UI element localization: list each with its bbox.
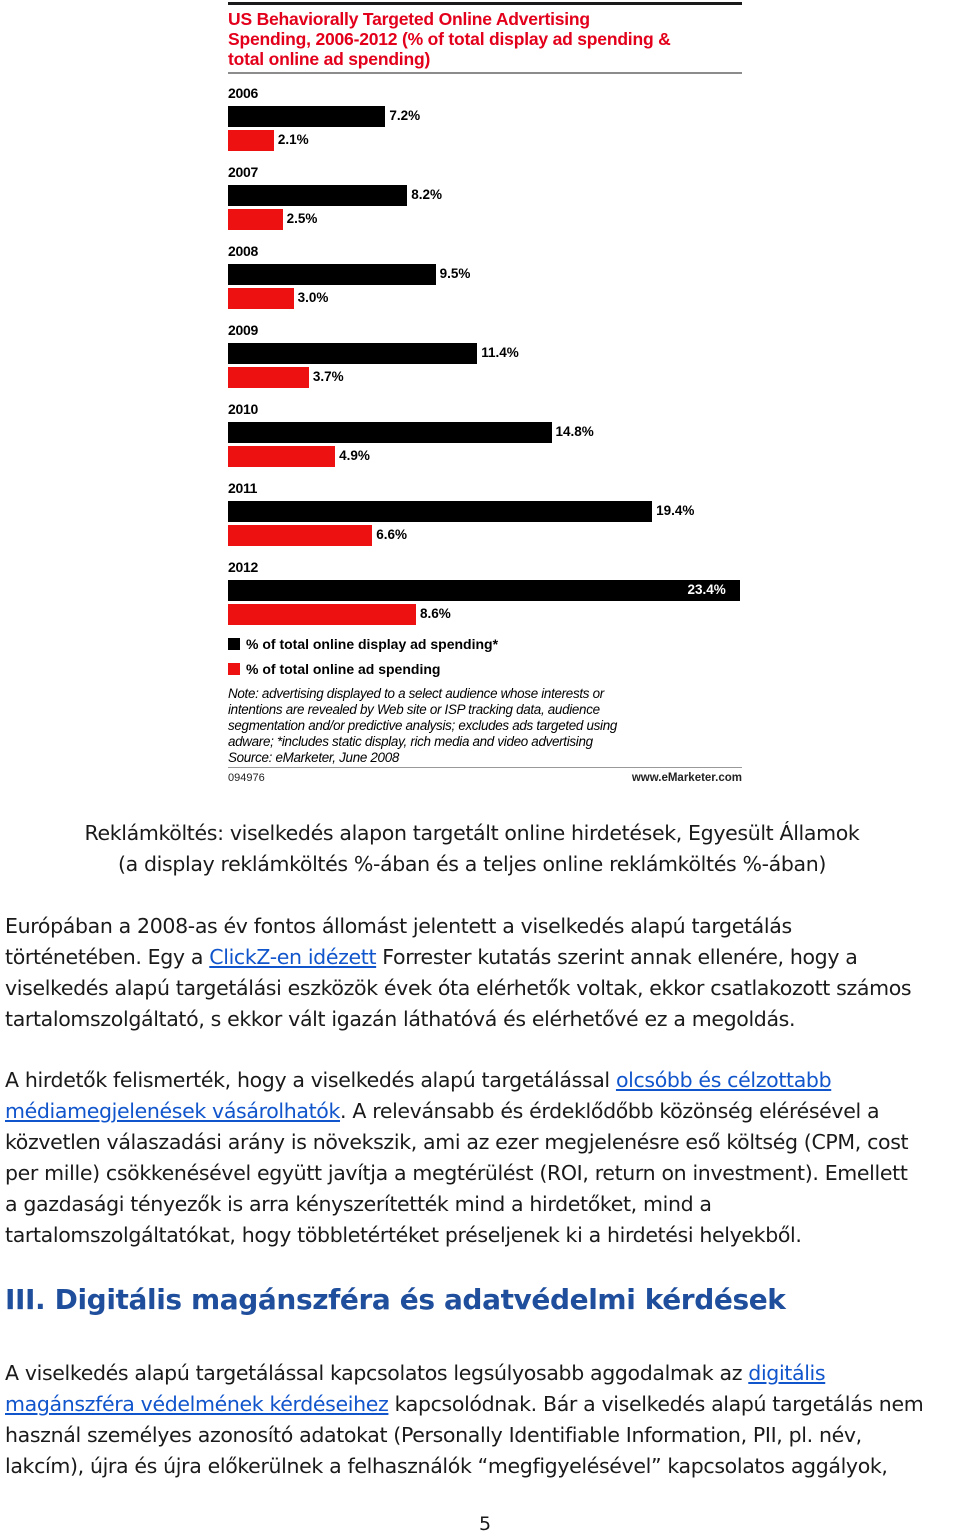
year-label-2012: 2012 <box>228 559 258 575</box>
value-label-red-2010: 4.9% <box>339 448 370 463</box>
chart-note-line: Source: eMarketer, June 2008 <box>228 750 399 765</box>
chart-title-line: total online ad spending) <box>228 49 431 69</box>
media-purchase-link[interactable]: médiamegjelenések vásárolhatók <box>5 1099 341 1123</box>
chart-note-line: intentions are revealed by Web site or ISP tracking data, audience <box>228 702 600 717</box>
figure-caption-line: Reklámköltés: viselkedés alapon targetált online hirdetések, Egyesült Államok <box>84 821 860 845</box>
chart-note <box>228 686 742 766</box>
bar-red-2010 <box>228 446 335 467</box>
paragraph-line: használ személyes azonosító adatokat (Personally Identifiable Information, PII, pl. név, <box>5 1423 862 1447</box>
value-label-red-2011: 6.6% <box>376 527 408 542</box>
text-run: kapcsolódnak. Bár a viselkedés alapú targetálás nem <box>388 1392 924 1416</box>
text-run: A hirdetők felismerték, hogy a viselkedés alapú targetálással <box>5 1068 616 1092</box>
chart-source-brand: www.eMarketer.com <box>631 772 742 784</box>
bar-chart-image <box>224 0 744 790</box>
paragraph-line <box>5 1065 831 1096</box>
cheaper-targeted-link[interactable]: olcsóbb és célzottabb <box>615 1068 832 1092</box>
value-label-black-2011: 19.4% <box>656 503 695 518</box>
chart-title-line: US Behaviorally Targeted Online Advertising <box>228 9 590 29</box>
chart-note-line: segmentation and/or predictive analysis; excludes ads targeted using <box>228 718 618 733</box>
paragraph-line: Európában a 2008-as év fontos állomást jelentett a viselkedés alapú targetálás <box>5 914 792 938</box>
year-label-2006: 2006 <box>228 85 258 101</box>
paragraph-line <box>5 1358 825 1389</box>
legend-item-total <box>228 661 440 677</box>
chart-top-rule <box>228 2 742 5</box>
page-number: 5 <box>478 1513 492 1535</box>
paragraph-line: tartalomszolgáltatókat, hogy többletértéket préseljenek ki a hirdetési helyekből. <box>5 1223 802 1247</box>
legend-label: % of total online ad spending <box>246 661 441 677</box>
privacy-issues-link[interactable]: magánszféra védelmének kérdéseihez <box>5 1392 389 1416</box>
clickz-link[interactable]: ClickZ-en idézett <box>209 945 377 969</box>
paragraph-line <box>5 942 858 973</box>
bar-black-2008 <box>228 264 436 285</box>
bar-black-2007 <box>228 185 407 206</box>
paragraph-line: közvetlen válaszadási arány is növekszik, ami az ezer megjelenésre eső költség (CPM, cost <box>5 1130 909 1154</box>
bar-red-2012 <box>228 604 416 625</box>
year-label-2008: 2008 <box>228 243 258 259</box>
year-label-2007: 2007 <box>228 164 258 180</box>
text-run: . A relevánsabb és érdeklődőbb közönség elérésével a <box>340 1099 880 1123</box>
value-label-red-2009: 3.7% <box>312 369 344 384</box>
chart-title <box>228 9 742 69</box>
chart-note-line: adware; *includes static display, rich media and video advertising <box>228 734 593 749</box>
paragraph-line <box>5 1096 879 1127</box>
text-run: Forrester kutatás szerint annak ellenére, hogy a <box>376 945 858 969</box>
bar-black-2009 <box>228 343 477 364</box>
bar-red-2007 <box>228 209 283 230</box>
legend-label: % of total online display ad spending* <box>246 636 499 652</box>
bar-red-2011 <box>228 525 372 546</box>
legend-swatch-red <box>228 663 240 675</box>
digital-privacy-link[interactable]: digitális <box>748 1361 826 1385</box>
chart-note-line: Note: advertising displayed to a select audience whose interests or <box>228 686 604 701</box>
chart-title-line: Spending, 2006-2012 (% of total display ad spending & <box>228 29 671 49</box>
bar-black-2012 <box>228 580 740 601</box>
value-label-red-2006: 2.1% <box>277 132 309 147</box>
value-label-black-2008: 9.5% <box>439 266 471 281</box>
year-label-2011: 2011 <box>228 480 258 496</box>
value-label-red-2012: 8.6% <box>419 606 451 621</box>
paragraph-line: lakcím), újra és újra előkerülnek a felhasználók “megfigyelésével” kapcsolatos aggályok, <box>5 1454 888 1478</box>
paragraph-line: per mille) csökkenésével együtt javítja a megtérülést (ROI, return on investment). Emellett <box>5 1161 908 1185</box>
value-label-black-2009: 11.4% <box>481 345 519 360</box>
value-label-black-2012: 23.4% <box>687 582 726 597</box>
paragraph-line: viselkedés alapú targetálási eszközök évek óta elérhetők voltak, ekkor csatlakozott számos <box>5 976 912 1000</box>
section-heading: III. Digitális magánszféra és adatvédelmi kérdések <box>5 1283 786 1316</box>
text-run: történetében. Egy a <box>5 945 210 969</box>
bar-black-2010 <box>228 422 552 443</box>
year-label-2010: 2010 <box>228 401 258 417</box>
chart-footer-rule <box>228 767 742 768</box>
value-label-red-2008: 3.0% <box>297 290 329 305</box>
bar-black-2011 <box>228 501 652 522</box>
value-label-black-2006: 7.2% <box>389 108 421 123</box>
chart-id: 094976 <box>228 772 265 784</box>
paragraph-line: tartalomszolgáltató, s ekkor vált igazán láthatóvá és elérhetővé ez a megoldás. <box>5 1007 796 1031</box>
legend-item-display <box>228 636 498 652</box>
bar-red-2008 <box>228 288 294 309</box>
legend-swatch-black <box>228 638 240 650</box>
value-label-red-2007: 2.5% <box>286 211 318 226</box>
bar-red-2009 <box>228 367 309 388</box>
year-label-2009: 2009 <box>228 322 258 338</box>
bar-red-2006 <box>228 130 274 151</box>
value-label-black-2007: 8.2% <box>411 187 443 202</box>
chart-title-rule <box>228 72 742 74</box>
paragraph-line <box>5 1389 923 1420</box>
figure-caption-line: (a display reklámköltés %-ában és a teljes online reklámköltés %-ában) <box>117 852 827 876</box>
text-run: A viselkedés alapú targetálással kapcsolatos legsúlyosabb aggodalmak az <box>5 1361 749 1385</box>
bar-black-2006 <box>228 106 385 127</box>
paragraph-line: a gazdasági tényezők is arra kényszerítették mind a hirdetőket, mind a <box>5 1192 712 1216</box>
value-label-black-2010: 14.8% <box>555 424 594 439</box>
